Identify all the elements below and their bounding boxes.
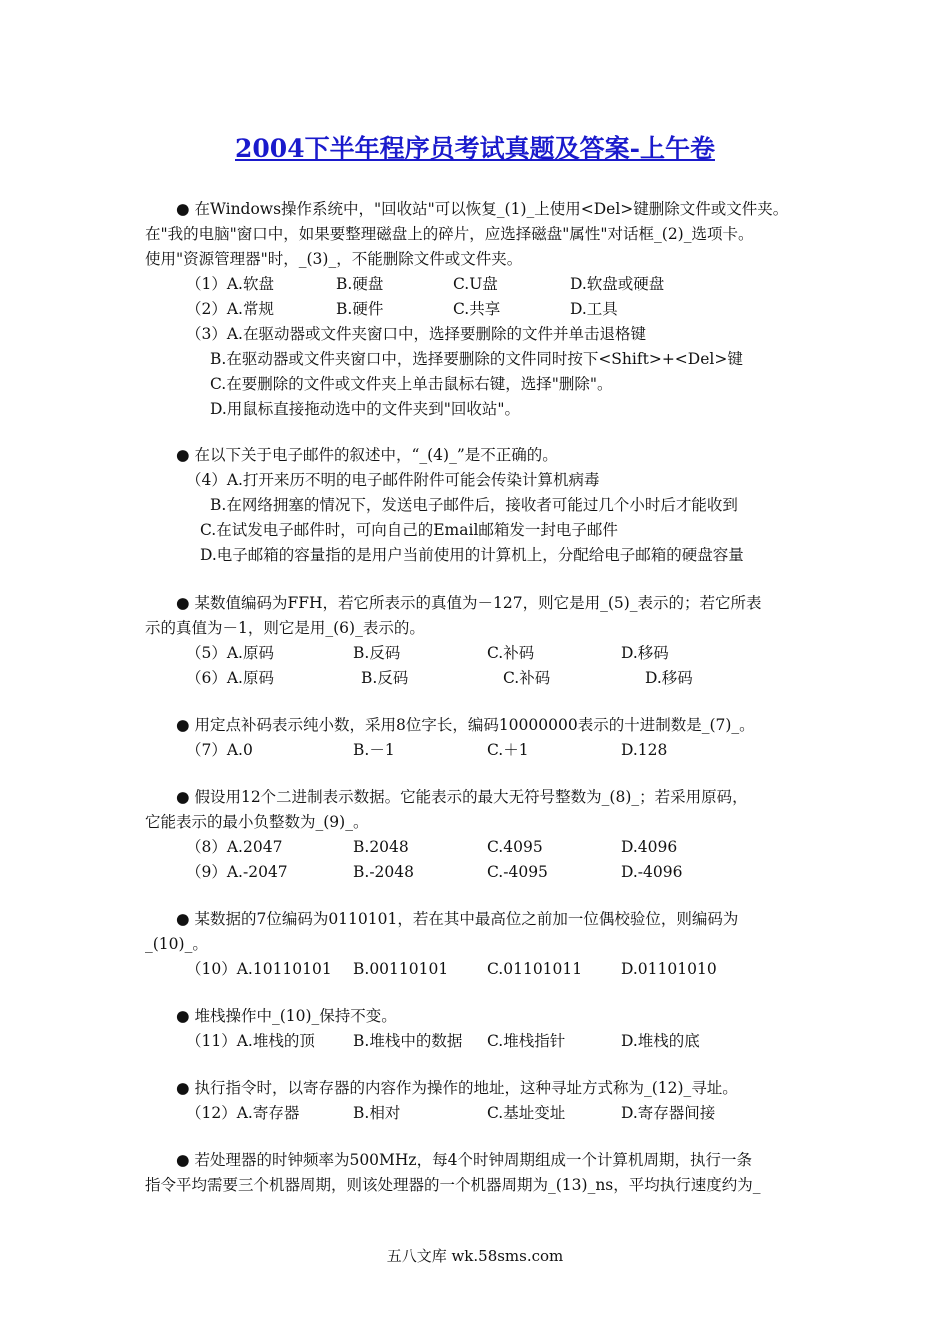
q1-option-3b: B.在驱动器或文件夹窗口中，选择要删除的文件同时按下<Shift>+<Del>键 <box>210 350 743 368</box>
option: B.硬盘 <box>336 275 384 293</box>
q11-line-1: ● 堆栈操作中_(10)_保持不变。 <box>176 1007 397 1025</box>
option: D.堆栈的底 <box>621 1032 700 1050</box>
q4-line-1: ● 在以下关于电子邮件的叙述中，“_(4)_”是不正确的。 <box>176 446 558 464</box>
q10-line-2: _(10)_。 <box>145 935 208 953</box>
q4-option-b: B.在网络拥塞的情况下，发送电子邮件后，接收者可能过几个小时后才能收到 <box>210 496 738 514</box>
q9-options <box>186 860 683 884</box>
option: B.硬件 <box>336 300 384 318</box>
option: D.01101010 <box>621 960 717 978</box>
q1-line-1: ● 在Windows操作系统中，"回收站"可以恢复_(1)_上使用<Del>键删除文件或文件夹。 <box>176 200 789 218</box>
option: C.基址变址 <box>487 1104 566 1122</box>
option: C.共享 <box>453 300 501 318</box>
q4-option-c: C.在试发电子邮件时，可向自己的Email邮箱发一封电子邮件 <box>200 521 618 539</box>
option: B.-2048 <box>353 863 415 881</box>
q1-line-3: 使用"资源管理器"时，_(3)_，不能删除文件或文件夹。 <box>145 250 523 268</box>
option: D.软盘或硬盘 <box>570 275 665 293</box>
option: C.补码 <box>487 644 535 662</box>
q1-option-3d: D.用鼠标直接拖动选中的文件夹到"回收站"。 <box>210 400 521 418</box>
q8-options <box>186 835 677 859</box>
q7-line-1: ● 用定点补码表示纯小数，采用8位字长，编码10000000表示的十进制数是_(7)_。 <box>176 716 755 734</box>
q4-option-d: D.电子邮箱的容量指的是用户当前使用的计算机上，分配给电子邮箱的硬盘容量 <box>200 546 744 564</box>
option: B.反码 <box>353 644 401 662</box>
option: （6）A.原码 <box>186 669 274 687</box>
option: （10）A.10110101 <box>186 960 332 978</box>
document-title: 2004下半年程序员考试真题及答案-上午卷 <box>235 134 715 163</box>
option: （11）A.堆栈的顶 <box>186 1032 315 1050</box>
q5-line-2: 示的真值为－1，则它是用_(6)_表示的。 <box>145 619 425 637</box>
q12-options <box>186 1101 715 1125</box>
page-footer: 五八文库 wk.58sms.com <box>386 1247 564 1265</box>
q11-options <box>186 1029 700 1053</box>
option: D.寄存器间接 <box>621 1104 716 1122</box>
q8-line-1: ● 假设用12个二进制表示数据。它能表示的最大无符号整数为_(8)_；若采用原码， <box>176 788 748 806</box>
q5-line-1: ● 某数值编码为FFH，若它所表示的真值为－127，则它是用_(5)_表示的；若它所表 <box>176 594 762 612</box>
option: （8）A.2047 <box>186 838 283 856</box>
option: B.00110101 <box>353 960 449 978</box>
q1-options-2 <box>186 297 618 321</box>
q10-options <box>186 957 717 981</box>
q1-line-2: 在"我的电脑"窗口中，如果要整理磁盘上的碎片，应选择磁盘"属性"对话框_(2)_选项卡。 <box>145 225 754 243</box>
option: C.补码 <box>503 669 551 687</box>
option: B.－1 <box>353 741 395 759</box>
option: （9）A.-2047 <box>186 863 288 881</box>
option: C.U盘 <box>453 275 498 293</box>
option: B.反码 <box>361 669 409 687</box>
q7-options <box>186 738 667 762</box>
q10-line-1: ● 某数据的7位编码为0110101，若在其中最高位之前加一位偶校验位，则编码为 <box>176 910 739 928</box>
option: （1）A.软盘 <box>186 275 274 293</box>
q1-option-3c: C.在要删除的文件或文件夹上单击鼠标右键，选择"删除"。 <box>210 375 613 393</box>
q12-line-1: ● 执行指令时，以寄存器的内容作为操作的地址，这种寻址方式称为_(12)_寻址。 <box>176 1079 738 1097</box>
option: D.4096 <box>621 838 678 856</box>
q8-line-2: 它能表示的最小负整数为_(9)_。 <box>145 813 369 831</box>
q1-option-3a: （3）A.在驱动器或文件夹窗口中，选择要删除的文件并单击退格键 <box>186 325 646 343</box>
option: （12）A.寄存器 <box>186 1104 300 1122</box>
option: C.＋1 <box>487 741 529 759</box>
option: D.128 <box>621 741 668 759</box>
option: B.2048 <box>353 838 409 856</box>
option: D.移码 <box>645 669 693 687</box>
option: D.-4096 <box>621 863 683 881</box>
q6-options <box>186 666 693 690</box>
option: D.工具 <box>570 300 618 318</box>
option: B.堆栈中的数据 <box>353 1032 463 1050</box>
option: C.堆栈指针 <box>487 1032 566 1050</box>
option: B.相对 <box>353 1104 401 1122</box>
option: C.4095 <box>487 838 543 856</box>
option: （2）A.常规 <box>186 300 274 318</box>
q4-option-a: （4）A.打开来历不明的电子邮件附件可能会传染计算机病毒 <box>186 471 600 489</box>
option: D.移码 <box>621 644 669 662</box>
q1-options-1 <box>186 272 664 296</box>
q5-options <box>186 641 669 665</box>
q13-line-2: 指令平均需要三个机器周期，则该处理器的一个机器周期为_(13)_ns，平均执行速度约为_ <box>145 1176 761 1194</box>
option: （5）A.原码 <box>186 644 274 662</box>
option: C.-4095 <box>487 863 548 881</box>
q13-line-1: ● 若处理器的时钟频率为500MHz，每4个时钟周期组成一个计算机周期，执行一条 <box>176 1151 752 1169</box>
option: C.01101011 <box>487 960 583 978</box>
option: （7）A.0 <box>186 741 253 759</box>
